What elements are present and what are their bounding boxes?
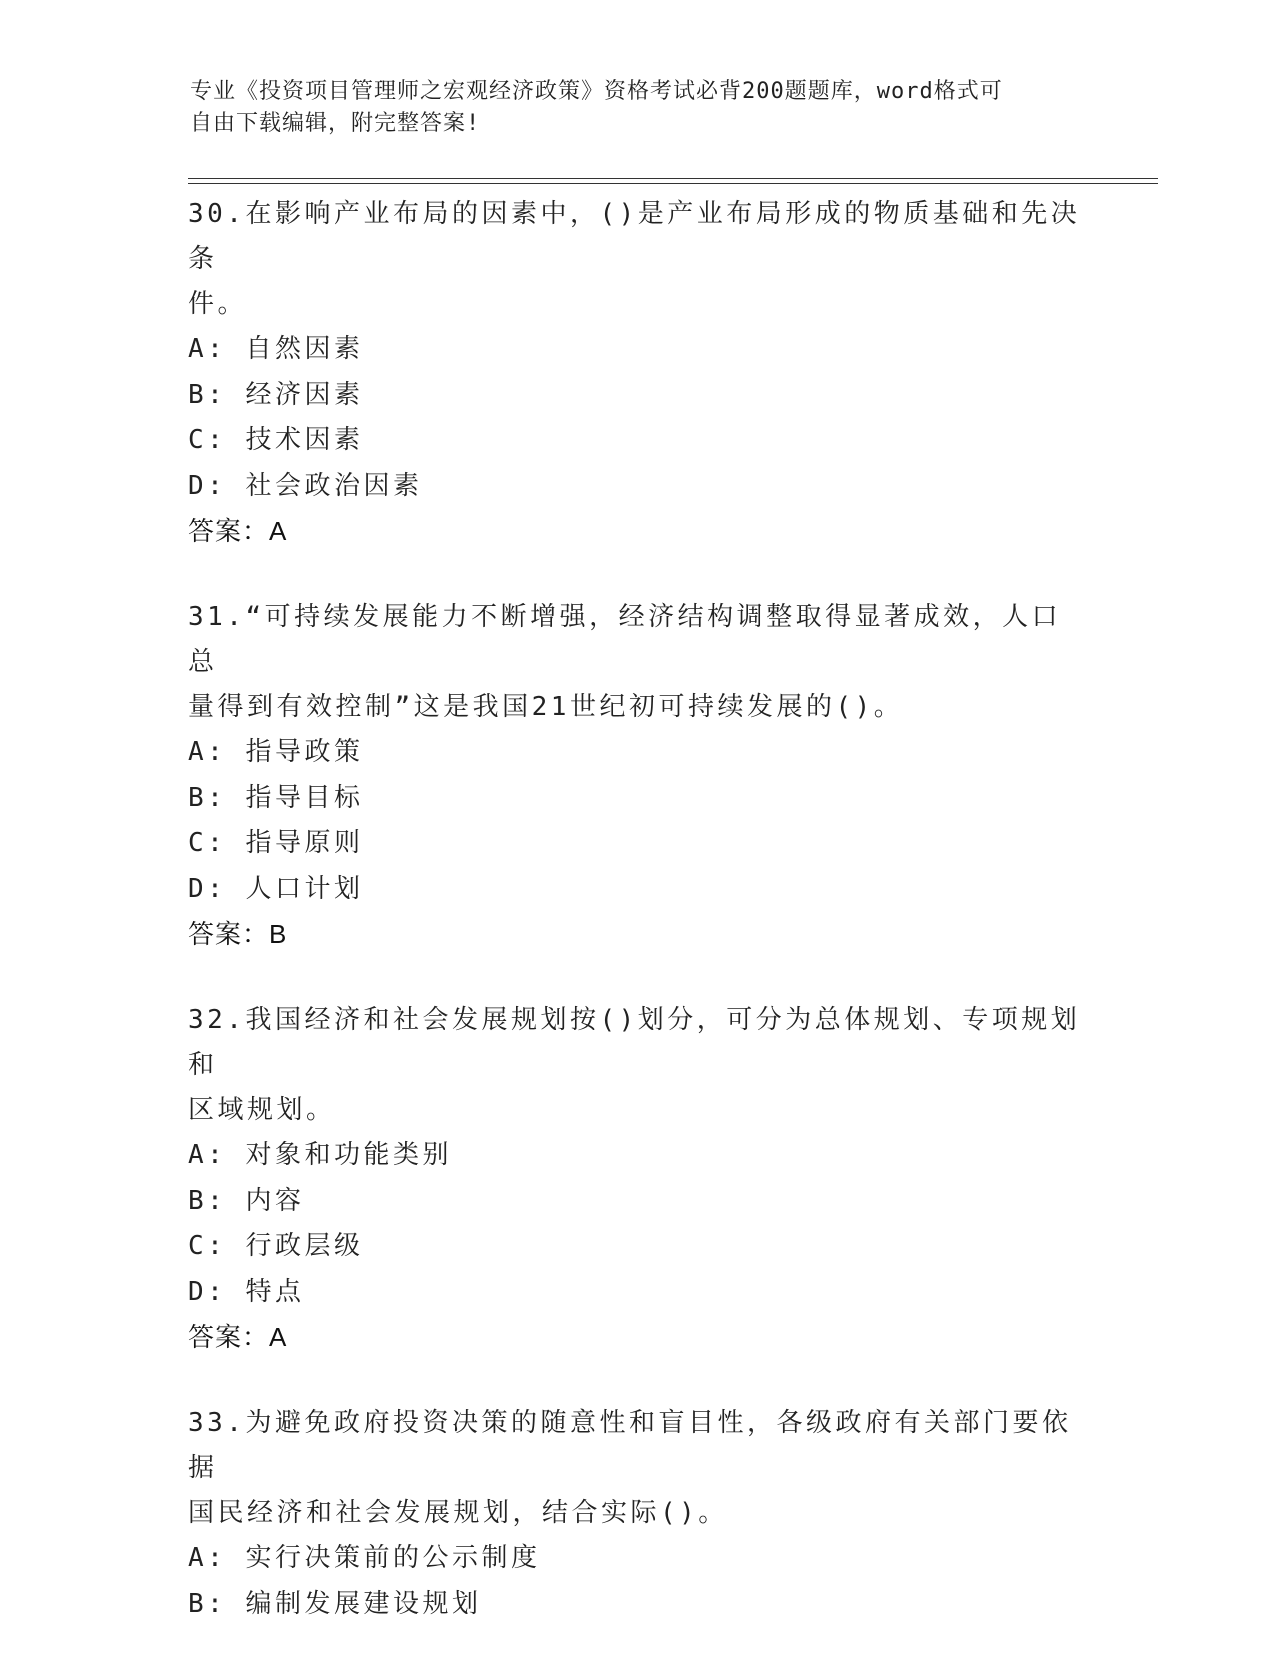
option-b: B: 经济因素 [188,379,364,410]
option-b: B: 内容 [188,1185,305,1216]
answer-line: 答案：B [188,919,288,949]
header-line-1: 专业《投资项目管理师之宏观经济政策》资格考试必背200题题库，word格式可 [190,79,1003,104]
header-line-2: 自由下载编辑，附完整答案! [190,111,481,136]
answer-line: 答案：A [188,516,288,546]
option-c: C: 技术因素 [188,425,364,455]
header-divider-top [188,178,1158,179]
question-stem-line: 31.“可持续发展能力不断增强，经济结构调整取得显著成效，人口总 [188,602,1062,677]
option-b: B: 指导目标 [188,782,364,813]
question-list [188,192,1088,1668]
option-d: D: 人口计划 [188,873,364,904]
question-31 [188,595,1088,957]
option-a: A: 指导政策 [188,737,364,767]
option-a: A: 实行决策前的公示制度 [188,1543,541,1573]
question-stem-line: 件。 [188,289,248,319]
header-divider-bottom [188,183,1158,184]
question-stem [188,595,1088,730]
question-stem-line: 区域规划。 [188,1095,336,1125]
option-d: D: 特点 [188,1276,305,1307]
question-30 [188,192,1088,554]
question-stem [188,998,1088,1133]
page-header [190,76,1070,140]
question-stem [188,192,1088,327]
option-a: A: 对象和功能类别 [188,1140,452,1170]
question-stem-line: 33.为避免政府投资决策的随意性和盲目性，各级政府有关部门要依据 [188,1408,1072,1483]
option-b: B: 编制发展建设规划 [188,1588,482,1619]
question-stem-line: 国民经济和社会发展规划，结合实际()。 [188,1498,728,1528]
question-stem [188,1401,1088,1536]
question-stem-line: 32.我国经济和社会发展规划按()划分，可分为总体规划、专项规划和 [188,1005,1081,1080]
option-d: D: 社会政治因素 [188,470,423,501]
option-c: C: 行政层级 [188,1231,364,1261]
answer-line: 答案：A [188,1322,288,1352]
option-c: C: 指导原则 [188,828,364,858]
question-stem-line: 30.在影响产业布局的因素中，()是产业布局形成的物质基础和先决条 [188,199,1081,274]
option-a: A: 自然因素 [188,334,364,364]
question-33 [188,1401,1088,1627]
question-32 [188,998,1088,1360]
question-stem-line: 量得到有效控制”这是我国21世纪初可持续发展的()。 [188,692,904,722]
